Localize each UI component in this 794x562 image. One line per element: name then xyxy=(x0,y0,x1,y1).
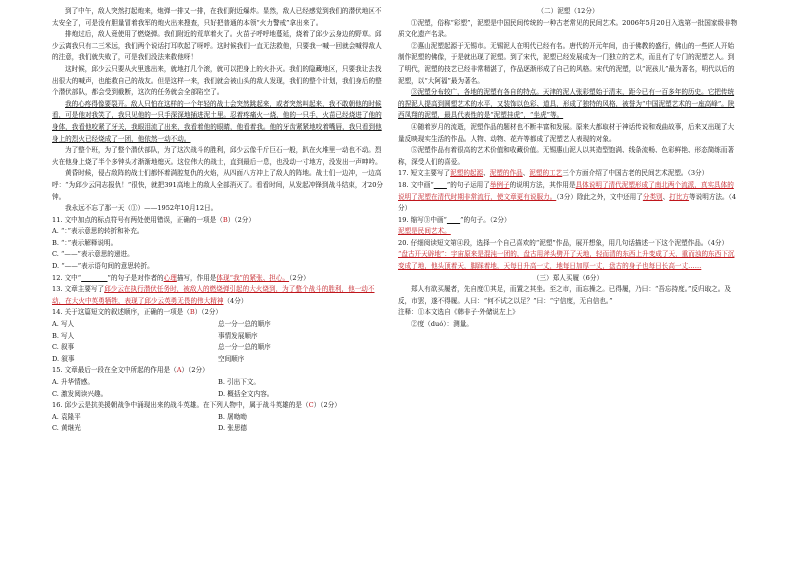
article-paragraph: ⑤泥塑作品有着很高的艺术价值和收藏价值。无锡惠山泥人以其造型饱满、线条流畅、色彩鲜艳、形态简练而著称，深受人们的喜爱。 xyxy=(398,146,735,166)
question-11: 11. 文中加点的标点符号有两处使用错误，正确的一项是（B）（2分） xyxy=(52,215,255,224)
option: A. “：”表示意思的转折和补充。 xyxy=(52,227,144,236)
classical-text: 郑人有欲买履者，先自度①其足，而置之其坐。至之市，而忘操之。已得履，乃曰：“吾忘持度。”反归取之。及反，市罢，遂不得履。人曰：“何不试之以足？”曰：“宁信度，无自信也。” xyxy=(398,285,731,305)
option-row: A. 写人 总一分一总的顺序 xyxy=(52,320,271,329)
left-column xyxy=(52,6,384,435)
option: D. “——”表示语句间的意思转折。 xyxy=(52,262,154,271)
option-row: D. 叙事 空间顺序 xyxy=(52,354,245,363)
section-title: （二）泥塑（12分） xyxy=(537,7,599,15)
question-20: 20. 仔细阅读短文第④段，选择一个自己喜欢的“泥塑”作品，展开想象，用几句话描述一下这个泥塑作品。（4分） xyxy=(398,238,729,247)
section-title: （三）郑人买履（6分） xyxy=(532,273,604,282)
question-17: 17. 短文主要写了泥塑的起源、泥塑的作品、泥塑的工艺三个方面介绍了中国古老的民间艺术泥塑。（3分） xyxy=(398,169,709,178)
answer-12b: 体现“我”的紧张、担心。 xyxy=(216,273,290,282)
option-row: C. 黄继光 D. 张思德 xyxy=(52,424,248,433)
option: C. “——”表示意思的递进。 xyxy=(52,250,134,259)
option-row: A. 袁隆平 B. 屠呦呦 xyxy=(52,412,247,421)
notes: 注释：①本文选自《韩非子·外储说左上》 xyxy=(398,308,519,317)
answer-16: C xyxy=(308,401,314,410)
story-paragraph: 我的心疼得像要裂开。敌人只怕在这样的一个年轻的战士会突然跳起来，或者突然叫起来，我不敢朝他的时候看，可是他对我笑了，我只见他的一只手深深地插进泥土里。忍着疼痛火一烧，他的一只手，火苗已经烧进了他的身体，我看他咬紧了牙关，我眼泪流了出来，我看着他的眼睛，他看着我。他的牙齿紧紧地咬着嘴唇，我只看到他身上的烈火已经烧成了一团，他依然一动不动。 xyxy=(52,99,382,143)
question-14: 14. 关于这篇短文的叙述顺序，正确的一项是（B）（2分） xyxy=(52,308,223,317)
article-paragraph: ①泥塑，俗称“彩塑”，泥塑是中国民间传统的一种古老常见的民间艺术。2006年5月20日入选第一批国家级非物质文化遗产名录。 xyxy=(398,18,738,39)
answer-11: B xyxy=(222,215,228,224)
answer-17b: 泥塑的作品 xyxy=(489,169,523,178)
answer-12a: 心理 xyxy=(163,273,177,282)
article-paragraph: ②惠山泥塑起源于无锡市。无锡泥人在明代已经有名。唐代的开元年间，由于佛教的盛行，佛山的一些匠人开始制作泥塑的佛像，于是就出现了泥塑。到了宋代，泥塑已经发展成为一门独立的艺术，而且有了专门的泥塑艺人。到了明代，泥塑的技艺已经非常精湛了，作品逐渐形成了自己的风格。宋代的泥塑，以“泥孩儿”最为著名，明代以后的泥塑，以“大阿福”最为著名。 xyxy=(398,41,735,85)
answer-15: A xyxy=(176,366,182,375)
article-paragraph: ③泥塑分布较广，各地的泥塑有各自的特点。天津的泥人张彩塑始于清末，距今已有一百多年的历史。它把传统的捏泥人提高到圆塑艺术的水平，又装饰以色彩、道具，形成了独特的风格，被誉为“中国泥塑艺术的一座高峰”。陕西凤翔的泥塑，最具代表性的是“泥塑挂虎”，“坐虎”等。 xyxy=(398,88,735,120)
option: B. “：”表示解释说明。 xyxy=(52,238,118,247)
answer-13: 邱少云在执行潜伏任务时，被敌人的燃烧弹引起的大火烧到，为了整个战斗的胜利，他一动不动，在大火中英勇牺牲，表现了邱少云英勇无畏的伟大精神 xyxy=(52,285,375,305)
answer-18a: 举例子 xyxy=(489,180,510,189)
answer-17a: 泥塑的起源 xyxy=(450,169,484,178)
answer-17c: 泥塑的工艺 xyxy=(529,169,563,178)
right-column xyxy=(398,6,738,331)
note-item: ②度（duó）：测量。 xyxy=(411,320,473,329)
answer-20: “盘古开天辟地”：宇宙原来是混沌一团的，盘古用斧头劈开了天地，轻而清的东西上升变成了天，重而浊的东西下沉变成了地，他头顶着天，脚踩着地，天每日升高一丈，地每日加厚一丈，盘古的身子也每日长高一丈…… xyxy=(398,250,735,271)
story-paragraph: 这时候，邱少云只要从火里逃出来，就地打几个滚，就可以把身上的火扑灭。我们的隐藏地区，只要我让去找出很大的喊声，也能救自己的战友。但是这样一来，我们就会被山头的敌人发现，我们的整个计划，我们身后的整个潜伏部队，都会受到截断，这次的任务就会全部陷空了。 xyxy=(52,64,382,97)
story-source: 我永远不忘了那一天（①）——1952年10月12日。 xyxy=(65,204,218,213)
story-paragraph: 黄昏时候，侵占敌阵的战士们都怀着满腔复仇的火焰，从四面八方冲上了敌人的阵地。战士们一边冲，一边高呼：“为邱少云同志报仇！”很快，就把391高地上的敌人全部消灭了。看看时间，从发起冲锋到战斗结束，才20分钟。 xyxy=(52,169,384,201)
answer-18d: 打比方 xyxy=(669,192,690,201)
answer-18b: 具体说明了清代泥塑形成了南北两个流派，真实具体的说明了泥塑在清代时期非常流行，使文章更有说服力。 xyxy=(398,180,734,201)
story-paragraph: 排炮过后，敌人竟使用了燃烧弹。我们附近的荒草着火了。火苗子呼呼地蔓延，烧着了邱少云身边的野草。邱少云离我只有二三米远，我们两个说话打耳吹起了呀呼。这时候我们一直无法救他，只要我一喊一回就会喊得敌人的注意，我们就失败了，可是我们没法来救他呀！ xyxy=(52,30,382,62)
option-row: A. 升华情感。 B. 引出下文。 xyxy=(52,378,261,386)
question-16: 16. 邱少云是抗美援朝战争中涌现出来的战斗英雄。在下列人物中，属于战斗英雄的是（C）（2分） xyxy=(52,401,341,410)
story-paragraph: 到了中午，敌人突然打起炮来，炮弹一排又一排，在我们附近爆炸。显然，敌人已经感觉到我们的潜伏地区不太安全了，可是没有胆量冒着我军的炮火出来搜查，只好把普通的本领“火力警戒”拿出来了。 xyxy=(52,7,382,27)
answer-18c: 分类别 xyxy=(642,192,663,201)
question-15: 15. 文章最后一段在全文中所起的作用是（A）（2分） xyxy=(52,366,209,375)
answer-14: B xyxy=(189,308,195,317)
question-13: 13. 文章主要写了邱少云在执行潜伏任务时，被敌人的燃烧弹引起的大火烧到，为了整个战斗的胜利，他一动不动，在大火中英勇牺牲，表现了邱少云英勇无畏的伟大精神（4分） xyxy=(52,285,375,305)
question-19: 19. 缩写③中画“ ”的句子。（2分） xyxy=(398,215,511,224)
question-18: 18. 文中画“ ”的句子运用了举例子的说明方法，其作用是具体说明了清代泥塑形成了南北两个流派，真实具体的说明了泥塑在清代时期非常流行，使文章更有说服力。（3分）除此之外，文中还用了分类别、打比方等说明方法。（4分） xyxy=(398,180,737,213)
option-row: C. 激发阅读兴趣。 D. 概括全文内容。 xyxy=(52,389,274,398)
option-row: C. 叙事 总一分一总的顺序 xyxy=(52,343,271,352)
option-row: B. 写人 事情发展顺序 xyxy=(52,331,258,340)
answer-19: 泥塑是民间艺术。 xyxy=(398,227,451,236)
story-paragraph: 为了整个班，为了整个潜伏部队，为了这次战斗的胜利，邱少云像千斤巨石一般，趴在火堆里一动也不动。烈火在他身上烧了半个多钟头才渐渐地熄灭。这位伟大的战士，直到最后一息，也没动一寸地方，没发出一声呻吟。 xyxy=(52,146,382,166)
article-paragraph: ④随着岁月的流逝，泥塑作品的题材也不断丰富和发展。原来大都取材于神话传说和戏曲故事，后来又出现了大量反映现实生活的作品。人物、动物、花卉等都成了泥塑艺人表现的对象。 xyxy=(398,122,735,143)
question-12: 12. 文中“ ”的句子是对作者的心理描写，作用是体现“我”的紧张、担心。（2分） xyxy=(52,273,310,282)
